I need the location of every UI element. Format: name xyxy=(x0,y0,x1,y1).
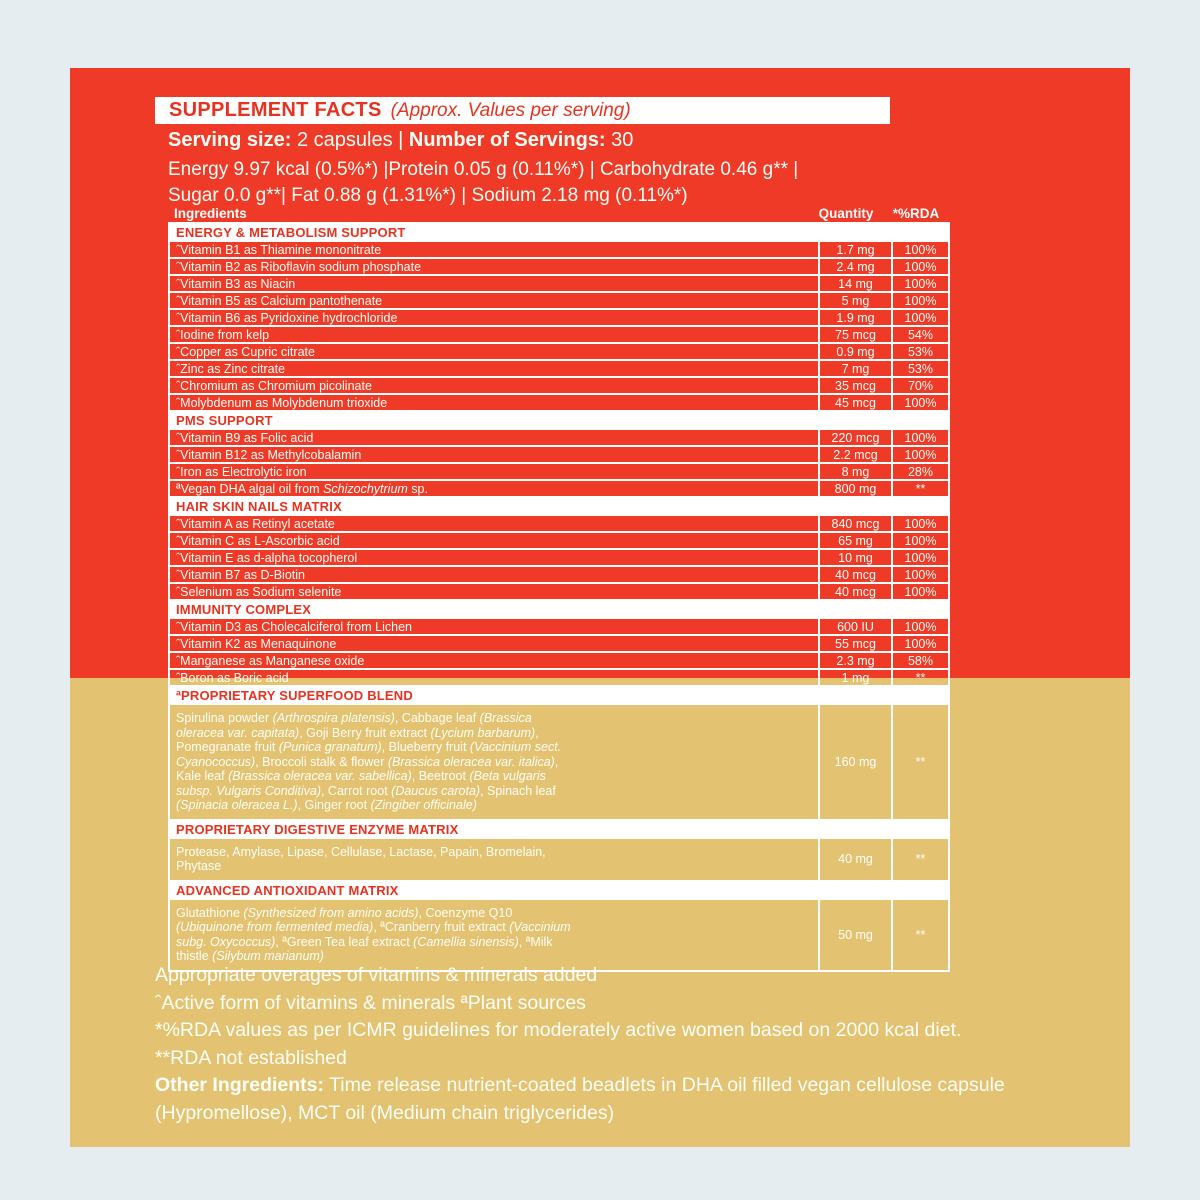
serving-size-label: Serving size: xyxy=(168,129,292,151)
rda-value: 100% xyxy=(904,293,937,308)
quantity-value: 35 mcg xyxy=(818,378,893,393)
ingredient-name: ˆVitamin B12 as Methylcobalamin xyxy=(176,447,362,462)
ingredient-name: Protease, Amylase, Lipase, Cellulase, Lactase, Papain, Bromelain, Phytase xyxy=(176,844,546,873)
rda-value: 100% xyxy=(904,584,937,599)
title-bar xyxy=(155,97,890,124)
rda-value: ** xyxy=(915,670,926,685)
rda-value: 100% xyxy=(904,447,937,462)
quantity-value: 1.9 mg xyxy=(818,310,893,325)
rda-value: 100% xyxy=(904,550,937,565)
quantity-value: 600 IU xyxy=(818,619,893,634)
footnote-overages: Appropriate overages of vitamins & minerals added xyxy=(155,964,598,986)
quantity-value: 0.9 mg xyxy=(818,344,893,359)
other-ingredients-label: Other Ingredients: xyxy=(155,1074,325,1096)
section-header: HAIR SKIN NAILS MATRIX xyxy=(170,496,948,514)
table-row xyxy=(170,582,948,599)
ingredient-name: ˆSelenium as Sodium selenite xyxy=(176,584,342,599)
nutrition-line-2: Sugar 0.0 g**| Fat 0.88 g (1.31%*) | Sodium 2.18 mg (0.11%*) xyxy=(168,185,688,206)
table-row xyxy=(170,617,948,634)
quantity-value: 7 mg xyxy=(818,361,893,376)
quantity-value: 75 mcg xyxy=(818,327,893,342)
ingredient-name: ˆZinc as Zinc citrate xyxy=(176,361,286,376)
quantity-value: 1 mg xyxy=(818,670,893,685)
table-row xyxy=(170,668,948,685)
rda-value: 58% xyxy=(907,653,934,668)
quantity-value: 220 mcg xyxy=(818,430,893,445)
ingredient-name: ˆIodine from kelp xyxy=(176,327,270,342)
rda-value: 54% xyxy=(907,327,934,342)
rda-value: 100% xyxy=(904,276,937,291)
quantity-value: 1.7 mg xyxy=(818,242,893,257)
table-row xyxy=(170,479,948,496)
ingredient-name: ˆVitamin K2 as Menaquinone xyxy=(176,636,337,651)
rda-value: 100% xyxy=(904,636,937,651)
table-row xyxy=(170,393,948,410)
rda-value: ** xyxy=(915,927,926,942)
table-row xyxy=(170,274,948,291)
ingredient-name: ˆVitamin E as d-alpha tocopherol xyxy=(176,550,358,565)
table-row xyxy=(170,837,948,880)
facts-table xyxy=(168,222,950,972)
quantity-value: 10 mg xyxy=(818,550,893,565)
rda-value: 70% xyxy=(907,378,934,393)
table-row xyxy=(170,462,948,479)
quantity-value: 40 mg xyxy=(818,839,893,880)
quantity-value: 55 mcg xyxy=(818,636,893,651)
rda-value: ** xyxy=(915,481,926,496)
title-subtitle: (Approx. Values per serving) xyxy=(390,99,631,121)
table-row xyxy=(170,898,948,970)
ingredient-name: ˆCopper as Cupric citrate xyxy=(176,344,315,359)
section-header: ADVANCED ANTIOXIDANT MATRIX xyxy=(170,880,948,898)
rda-value: 100% xyxy=(904,395,937,410)
ingredient-name: ˆVitamin B1 as Thiamine mononitrate xyxy=(176,242,382,257)
quantity-value: 2.2 mcg xyxy=(818,447,893,462)
rda-value: 28% xyxy=(907,464,934,479)
table-row xyxy=(170,634,948,651)
other-ingredients-text: Time release nutrient-coated beadlets in DHA oil filled vegan cellulose capsule (Hypromellose), MCT oil (Medium chain triglycerides) xyxy=(155,1074,1005,1124)
section-header: ENERGY & METABOLISM SUPPORT xyxy=(170,224,948,240)
rda-value: 100% xyxy=(904,259,937,274)
quantity-value: 2.4 mg xyxy=(818,259,893,274)
table-row xyxy=(170,548,948,565)
ingredient-name: ˆVitamin D3 as Cholecalciferol from Lichen xyxy=(176,619,412,634)
table-row xyxy=(170,428,948,445)
section-header: IMMUNITY COMPLEX xyxy=(170,599,948,617)
column-header-ingredients: Ingredients xyxy=(174,206,247,221)
quantity-value: 45 mcg xyxy=(818,395,893,410)
ingredient-name: ªVegan DHA algal oil from Schizochytrium sp. xyxy=(176,481,428,496)
number-of-servings-value: 30 xyxy=(605,129,634,151)
table-row xyxy=(170,342,948,359)
ingredient-name: ˆBoron as Boric acid xyxy=(176,670,289,685)
ingredient-name: ˆIron as Electrolytic iron xyxy=(176,464,307,479)
nutrition-line-1: Energy 9.97 kcal (0.5%*) |Protein 0.05 g (0.11%*) | Carbohydrate 0.46 g** | xyxy=(168,159,799,180)
ingredient-name: ˆMolybdenum as Molybdenum trioxide xyxy=(176,395,388,410)
table-row xyxy=(170,376,948,393)
serving-size-value: 2 capsules | xyxy=(291,129,409,151)
rda-value: 100% xyxy=(904,533,937,548)
column-header-quantity: Quantity xyxy=(818,206,874,221)
nutrition-summary xyxy=(168,157,798,209)
ingredient-name: ˆVitamin B6 as Pyridoxine hydrochloride xyxy=(176,310,398,325)
quantity-value: 14 mg xyxy=(818,276,893,291)
quantity-value: 40 mcg xyxy=(818,584,893,599)
table-row xyxy=(170,531,948,548)
quantity-value: 160 mg xyxy=(818,705,893,819)
table-row xyxy=(170,240,948,257)
rda-value: ** xyxy=(915,852,926,866)
rda-value: 100% xyxy=(904,619,937,634)
ingredient-name: ˆChromium as Chromium picolinate xyxy=(176,378,372,393)
ingredient-name: Spirulina powder (Arthrospira platensis), Cabbage leaf (Brassica oleracea var. capitata), Goji Berry fruit extract (Lycium barbarum), Pomegranate fruit (Punica granatum), Blueberry fruit (Vaccinium sect. Cyanococcus), Broccoli stalk & flower (Brassica oleracea var. italica), Kale leaf (Brassica oleracea var. sabellica), Beetroot (Beta vulgaris subsp. Vulgaris Conditiva), Carrot root (Daucus carota), Spinach leaf (Spinacia oleracea L.), Ginger root (Zingiber officinale) xyxy=(176,711,562,812)
section-header: PMS SUPPORT xyxy=(170,410,948,428)
footnote-active-form: ˆActive form of vitamins & minerals ªPlant sources xyxy=(155,991,586,1014)
rda-value: 100% xyxy=(904,567,937,582)
quantity-value: 50 mg xyxy=(818,900,893,970)
quantity-value: 5 mg xyxy=(818,293,893,308)
table-row xyxy=(170,703,948,819)
footnote-rda-not-established: **RDA not established xyxy=(155,1046,347,1069)
ingredient-name: ˆVitamin B9 as Folic acid xyxy=(176,430,314,445)
table-row xyxy=(170,257,948,274)
rda-value: 53% xyxy=(907,344,934,359)
table-row xyxy=(170,514,948,531)
footer xyxy=(155,962,1060,1127)
page-title: SUPPLEMENT FACTS xyxy=(169,99,382,121)
quantity-value: 840 mcg xyxy=(818,516,893,531)
serving-line xyxy=(168,129,633,152)
quantity-value: 2.3 mg xyxy=(818,653,893,668)
section-header: PROPRIETARY DIGESTIVE ENZYME MATRIX xyxy=(170,819,948,837)
table-row xyxy=(170,325,948,342)
ingredient-name: ˆVitamin C as L-Ascorbic acid xyxy=(176,533,340,548)
rda-value: ** xyxy=(915,754,926,769)
other-ingredients xyxy=(155,1072,1045,1127)
rda-value: 100% xyxy=(904,310,937,325)
rda-value: 100% xyxy=(904,430,937,445)
column-header-rda: *%RDA xyxy=(892,206,940,221)
table-row xyxy=(170,565,948,582)
footnote-rda-values: *%RDA values as per ICMR guidelines for moderately active women based on 2000 kcal diet. xyxy=(155,1019,962,1041)
quantity-value: 800 mg xyxy=(818,481,893,496)
table-row xyxy=(170,359,948,376)
quantity-value: 8 mg xyxy=(818,464,893,479)
quantity-value: 40 mcg xyxy=(818,567,893,582)
table-row xyxy=(170,308,948,325)
section-header: ªPROPRIETARY SUPERFOOD BLEND xyxy=(170,685,948,703)
number-of-servings-label: Number of Servings: xyxy=(408,129,606,151)
ingredient-name: Glutathione (Synthesized from amino acids), Coenzyme Q10 (Ubiquinone from fermented media), ªCranberry fruit extract (Vaccinium subg. Oxycoccus), ªGreen Tea leaf extract (Camellia sinensis), ªMilk thistle (Silybum marianum) xyxy=(176,905,571,963)
table-row xyxy=(170,651,948,668)
rda-value: 100% xyxy=(904,242,937,257)
table-row xyxy=(170,445,948,462)
rda-value: 53% xyxy=(907,361,934,376)
ingredient-name: ˆVitamin B7 as D-Biotin xyxy=(176,567,305,582)
ingredient-name: ˆVitamin B2 as Riboflavin sodium phosphate xyxy=(176,259,422,274)
ingredient-name: ˆVitamin A as Retinyl acetate xyxy=(176,516,335,531)
ingredient-name: ˆManganese as Manganese oxide xyxy=(176,653,365,668)
rda-value: 100% xyxy=(904,516,937,531)
table-row xyxy=(170,291,948,308)
ingredient-name: ˆVitamin B3 as Niacin xyxy=(176,276,296,291)
ingredient-name: ˆVitamin B5 as Calcium pantothenate xyxy=(176,293,383,308)
quantity-value: 65 mg xyxy=(818,533,893,548)
